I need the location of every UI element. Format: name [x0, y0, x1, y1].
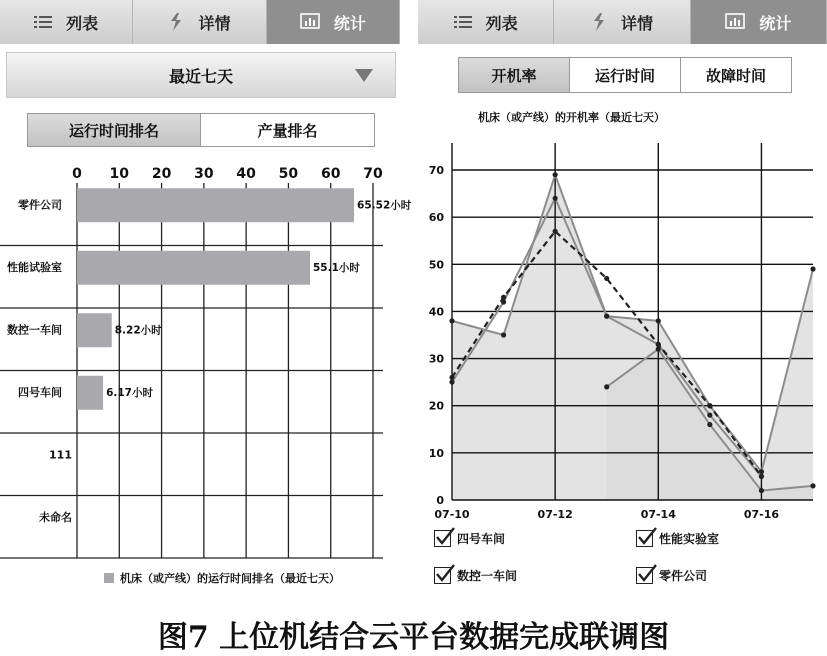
ranking-panel: [0, 0, 412, 600]
x-tick-label: 60: [320, 166, 341, 182]
series-toggle-cnc-workshop-1[interactable]: [434, 567, 517, 584]
data-point: [810, 483, 815, 488]
tab-output-ranking[interactable]: 产量排名: [201, 114, 374, 146]
category-label: 四号车间: [18, 385, 62, 399]
data-point: [604, 276, 609, 281]
x-tick-label: 0: [72, 166, 82, 182]
figure-caption: 图7 上位机结合云平台数据完成联调图: [157, 620, 670, 655]
tab-run-time[interactable]: 运行时间: [570, 58, 681, 92]
bar-value-label: 65.52小时: [357, 199, 412, 212]
time-range-value: 最近七天: [168, 66, 233, 86]
series-label: 零件公司: [659, 569, 708, 583]
category-label: 性能试验室: [7, 260, 62, 274]
tab-runtime-ranking[interactable]: 运行时间排名: [28, 114, 201, 146]
series-toggle-parts-company[interactable]: [636, 567, 707, 584]
y-tick-label: 60: [428, 211, 444, 225]
category-label: 111: [49, 448, 72, 462]
checkbox[interactable]: [636, 530, 653, 547]
bar: [77, 188, 354, 222]
x-tick-label: 07-16: [743, 508, 780, 521]
series-toggle-performance-lab[interactable]: [636, 530, 719, 547]
data-point: [449, 318, 454, 323]
data-point: [707, 413, 712, 418]
bar: [77, 313, 112, 347]
x-tick-label: 07-14: [640, 508, 676, 521]
series-toggle-workshop-4[interactable]: [434, 530, 505, 547]
tab-list-label: 列表: [485, 13, 518, 33]
y-tick-label: 40: [428, 305, 444, 319]
series-label: 性能实验室: [659, 532, 720, 546]
data-point: [656, 342, 661, 347]
category-label: 未命名: [39, 510, 72, 524]
bar-chart-legend: [104, 570, 340, 586]
y-tick-label: 20: [428, 399, 444, 413]
data-point: [553, 229, 558, 234]
x-tick-label: 07-10: [434, 508, 470, 521]
bar: [77, 251, 310, 285]
x-tick-label: 50: [278, 166, 299, 182]
y-tick-label: 70: [428, 164, 444, 177]
x-tick-label: 40: [236, 166, 256, 182]
data-point: [656, 318, 661, 323]
tab-detail-label: 详情: [620, 13, 653, 33]
tab-detail-label: 详情: [198, 13, 231, 33]
bar: [77, 376, 103, 410]
y-tick-label: 0: [436, 494, 444, 507]
data-point: [449, 380, 454, 385]
runtime-bar-chart: [0, 0, 412, 600]
x-tick-label: 30: [194, 166, 214, 182]
x-tick-label: 07-12: [537, 508, 573, 521]
checkmark-icon: [434, 525, 456, 547]
tab-statistics-label: 统计: [759, 13, 792, 33]
bar-value-label: 55.1小时: [312, 261, 360, 274]
chart-title: 机床（或产线）的开机率（最近七天）: [478, 111, 665, 124]
category-label: 数控一车间: [7, 323, 62, 337]
checkbox[interactable]: [636, 567, 653, 584]
series-label: 四号车间: [457, 532, 506, 546]
data-point: [707, 403, 712, 408]
utilization-panel: [418, 0, 827, 600]
data-point: [656, 347, 661, 352]
data-point: [449, 375, 454, 380]
bar-value-label: 6.17小时: [106, 386, 154, 399]
y-tick-label: 30: [428, 352, 444, 366]
legend-swatch: [104, 573, 114, 583]
data-point: [604, 314, 609, 319]
data-point: [810, 266, 815, 271]
data-point: [707, 422, 712, 427]
checkmark-icon: [636, 562, 658, 584]
tab-fault-time[interactable]: 故障时间: [681, 58, 791, 92]
checkbox[interactable]: [434, 530, 451, 547]
data-point: [501, 295, 506, 300]
bar-value-label: 8.22小时: [114, 324, 162, 337]
category-label: 零件公司: [18, 198, 62, 212]
checkmark-icon: [434, 562, 456, 584]
data-point: [553, 196, 558, 201]
x-tick-label: 10: [109, 166, 130, 182]
tab-list-label: 列表: [66, 13, 99, 33]
tab-statistics-label: 统计: [333, 13, 366, 33]
y-tick-label: 50: [428, 258, 444, 272]
checkbox[interactable]: [434, 567, 451, 584]
data-point: [759, 474, 764, 479]
data-point: [604, 384, 609, 389]
x-tick-label: 20: [151, 166, 172, 182]
data-point: [759, 488, 764, 493]
data-point: [553, 172, 558, 177]
series-label: 数控一车间: [457, 569, 518, 583]
utilization-line-chart: [418, 0, 827, 525]
data-point: [501, 332, 506, 337]
legend-label: 机床（或产线）的运行时间排名（最近七天）: [120, 572, 340, 585]
x-tick-label: 70: [363, 166, 383, 182]
checkmark-icon: [636, 525, 658, 547]
tab-utilization-rate[interactable]: 开机率: [459, 58, 570, 92]
y-tick-label: 10: [428, 446, 444, 460]
